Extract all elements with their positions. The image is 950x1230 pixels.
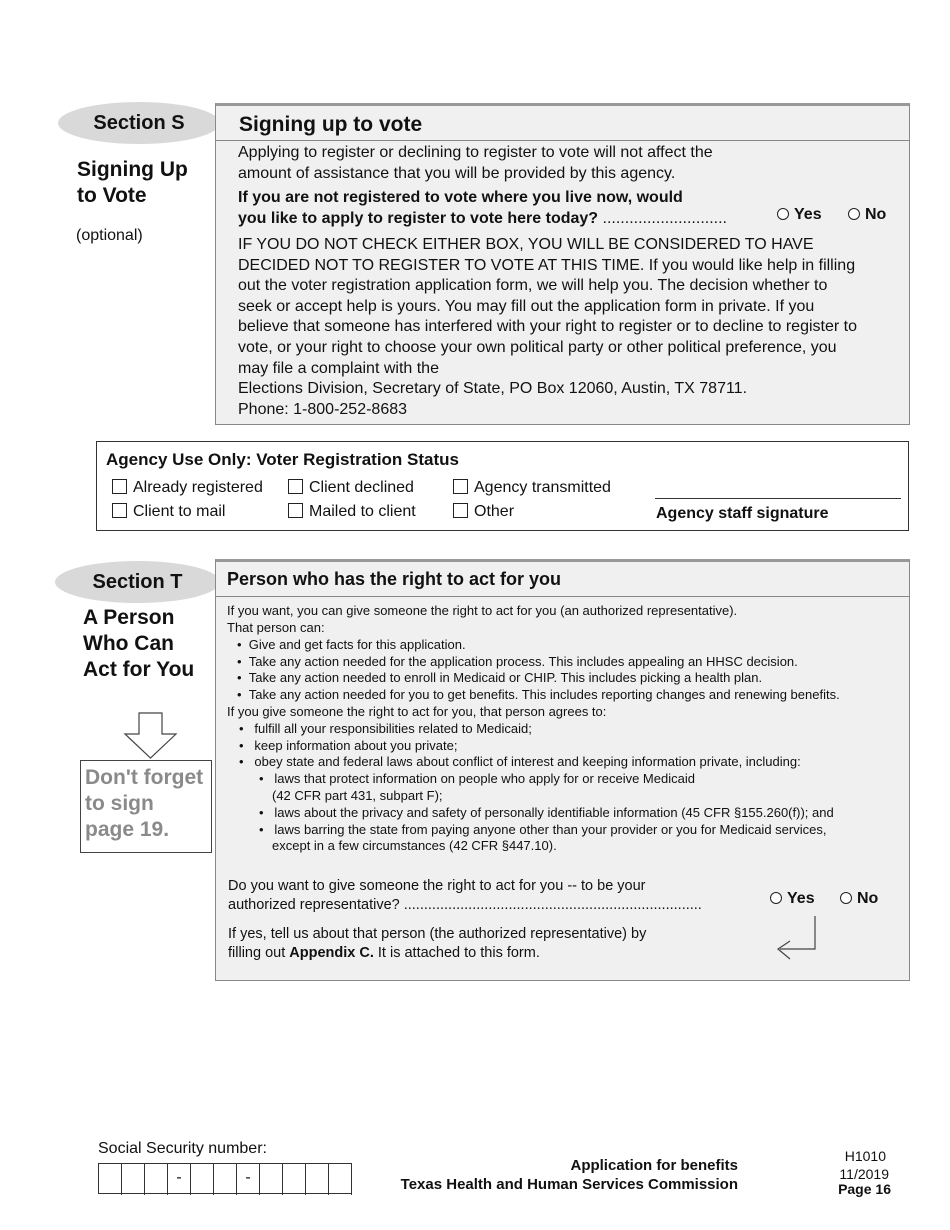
section-t-pill-label: Section T (92, 570, 183, 593)
agree-item-3: • obey state and federal laws about conflict of interest and keeping information private, including: (239, 754, 801, 769)
section-s-pill-label: Section S (93, 111, 185, 134)
law-item-3-cont: except in a few circumstances (42 CFR §447.10). (272, 838, 557, 853)
law-item-1: • laws that protect information on people who apply for or receive Medicaid (259, 771, 695, 786)
footer-form-date: 11/2019 (839, 1166, 889, 1182)
agency-signature-label: Agency staff signature (656, 505, 829, 522)
agency-transmitted-checkbox[interactable] (453, 479, 468, 494)
client-declined-option[interactable]: Client declined (288, 479, 414, 497)
ssn-digit-3[interactable] (145, 1164, 168, 1195)
ssn-dash-1: - (168, 1164, 191, 1195)
section-t-intro: If you want, you can give someone the right to act for you (an authorized representative). That person can: (227, 603, 738, 635)
can-item-3: • Take any action needed to enroll in Medicaid or CHIP. This includes picking a health plan. (237, 670, 763, 685)
can-item-2: • Take any action needed for the application process. This includes appealing an HHSC decision. (237, 654, 798, 669)
voter-no-option[interactable]: No (848, 206, 886, 224)
agree-item-2: • keep information about you private; (239, 738, 458, 753)
appendix-c-ref: Appendix C. (289, 945, 374, 961)
client-to-mail-option[interactable]: Client to mail (112, 503, 225, 521)
section-t-side-title: A Person Who Can Act for You (83, 606, 195, 681)
down-arrow-icon (123, 712, 179, 760)
voter-yes-option[interactable]: Yes (777, 206, 822, 224)
sign-reminder-line-2: to sign (85, 792, 154, 815)
footer-page-number: Page 16 (838, 1181, 891, 1197)
section-t-ifyes: If yes, tell us about that person (the authorized representative) by filling out Appendix C. It is attached to this form. (228, 926, 647, 961)
section-s-panel (215, 103, 910, 425)
client-to-mail-checkbox[interactable] (112, 503, 127, 518)
section-s-side-title: Signing Up to Vote (77, 158, 188, 207)
rep-no-radio[interactable] (840, 892, 852, 904)
ssn-dash-2: - (237, 1164, 260, 1195)
footer-app-title: Application for benefits (570, 1157, 738, 1174)
ssn-digit-8[interactable] (306, 1164, 329, 1195)
other-option[interactable]: Other (453, 503, 514, 521)
mailed-to-client-checkbox[interactable] (288, 503, 303, 518)
ssn-digit-9[interactable] (329, 1164, 352, 1195)
sign-reminder-line-3: page 19. (85, 818, 170, 841)
other-checkbox[interactable] (453, 503, 468, 518)
law-item-1-cont: (42 CFR part 431, subpart F); (272, 788, 443, 803)
agency-use-box (96, 441, 909, 531)
client-declined-checkbox[interactable] (288, 479, 303, 494)
already-registered-checkbox[interactable] (112, 479, 127, 494)
rep-yes-radio[interactable] (770, 892, 782, 904)
section-s-question: If you are not registered to vote where you live now, would you like to apply to register to vote here today? ............................ (238, 189, 727, 227)
return-arrow-icon (774, 915, 820, 965)
ssn-digit-2[interactable] (122, 1164, 145, 1195)
section-s-heading: Signing up to vote (239, 113, 423, 136)
section-t-agrees: If you give someone the right to act for you, that person agrees to: (227, 704, 607, 719)
section-s-pill (58, 102, 220, 144)
ssn-digit-1[interactable] (99, 1164, 122, 1195)
agency-heading: Agency Use Only: Voter Registration Status (106, 450, 459, 469)
ssn-digit-5[interactable] (214, 1164, 237, 1195)
already-registered-option[interactable]: Already registered (112, 479, 263, 497)
sign-reminder-line-1: Don't forget (85, 766, 204, 789)
agency-signature-line[interactable] (655, 498, 901, 499)
ssn-digit-7[interactable] (283, 1164, 306, 1195)
section-t-question: Do you want to give someone the right to act for you -- to be your authorized representative? .......................................................................... (228, 878, 702, 913)
section-s-notice: IF YOU DO NOT CHECK EITHER BOX, YOU WILL BE CONSIDERED TO HAVE DECIDED NOT TO REGISTER TO VOTE AT THIS TIME. If you would like help in filling out the voter registration application form, we will help you. The decision whether to seek or accept help is yours. You may fill out the application form in private. If you believe that someone has interfered with your right to register or to decline to register to vote, or your right to choose your own political party or other political preference, you may file a complaint with the Elections Division, Secretary of State, PO Box 12060, Austin, TX 78711. Phone: 1-800-252-8683 (238, 236, 857, 418)
section-t-heading: Person who has the right to act for you (227, 569, 562, 589)
agree-item-1: • fulfill all your responsibilities related to Medicaid; (239, 721, 532, 736)
mailed-to-client-option[interactable]: Mailed to client (288, 503, 416, 521)
section-t-pill (55, 561, 220, 603)
voter-no-radio[interactable] (848, 208, 860, 220)
law-item-3: • laws barring the state from paying anyone other than your provider or you for Medicaid services, (259, 822, 827, 837)
footer-form-id: H1010 (844, 1148, 886, 1164)
section-s-intro: Applying to register or declining to register to vote will not affect the amount of assistance that you will be provided by this agency. (238, 144, 713, 182)
ssn-label: Social Security number: (98, 1140, 267, 1157)
can-item-1: • Give and get facts for this application. (237, 637, 466, 652)
ssn-digit-4[interactable] (191, 1164, 214, 1195)
footer-agency-name: Texas Health and Human Services Commission (400, 1176, 738, 1193)
section-t-panel (215, 559, 910, 981)
sign-reminder-box (80, 760, 212, 853)
rep-no-option[interactable]: No (840, 890, 878, 908)
can-item-4: • Take any action needed for you to get benefits. This includes reporting changes and renewing benefits. (237, 687, 840, 702)
voter-yes-radio[interactable] (777, 208, 789, 220)
rep-yes-option[interactable]: Yes (770, 890, 815, 908)
agency-transmitted-option[interactable]: Agency transmitted (453, 479, 611, 497)
ssn-digit-6[interactable] (260, 1164, 283, 1195)
section-s-optional: (optional) (76, 227, 143, 244)
law-item-2: • laws about the privacy and safety of personally identifiable information (45 CFR §155.260(f)); and (259, 805, 834, 820)
ssn-field[interactable] (98, 1163, 352, 1194)
